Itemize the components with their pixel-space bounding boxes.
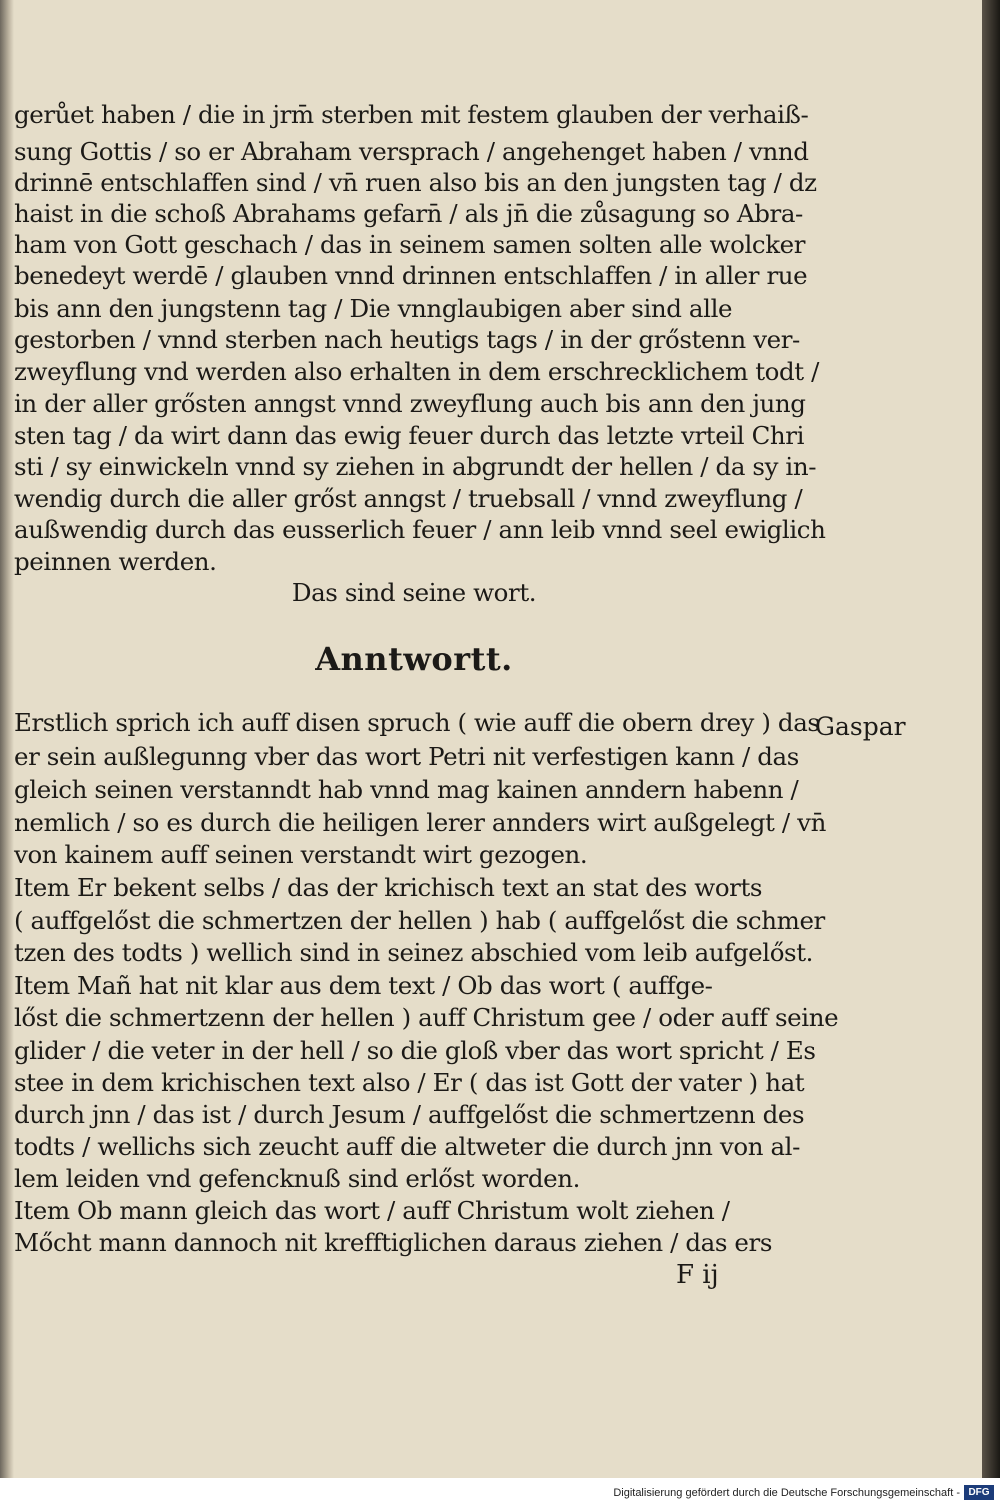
text-line: in der aller grősten anngst vnnd zweyflung auch bis ann den jung xyxy=(14,389,806,418)
text-line: Mőcht mann dannoch nit krefftiglichen daraus ziehen / das ers xyxy=(14,1228,772,1257)
footer-credit: Digitalisierung gefördert durch die Deutsche Forschungsgemeinschaft - xyxy=(613,1487,960,1499)
page-edge xyxy=(982,0,1000,1478)
text-line: sten tag / da wirt dann das ewig feuer durch das letzte vrteil Chri xyxy=(14,421,805,450)
text-line: haist in die schoß Abrahams gefarn̄ / als jn̄ die zůsagung so Abra- xyxy=(14,199,803,228)
footer-bar xyxy=(0,1478,1000,1508)
text-line: wendig durch die aller grőst anngst / truebsall / vnnd zweyflung / xyxy=(14,484,803,513)
closing-line: Das sind seine wort. xyxy=(291,578,537,607)
text-line: lőst die schmertzenn der hellen ) auff Christum gee / oder auff seine xyxy=(14,1003,839,1032)
text-line: er sein außlegunng vber das wort Petri nit verfestigen kann / das xyxy=(14,742,799,771)
text-line: gestorben / vnnd sterben nach heutigs tags / in der grőstenn ver- xyxy=(14,325,800,354)
text-line: todts / wellichs sich zeucht auff die altweter die durch jnn von al- xyxy=(14,1132,800,1161)
text-line: zweyflung vnd werden also erhalten in dem erschrecklichem todt / xyxy=(14,357,819,386)
text-line: glider / die veter in der hell / so die gloß vber das wort spricht / Es xyxy=(14,1036,816,1065)
text-line: durch jnn / das ist / durch Jesum / auffgelőst die schmertzenn des xyxy=(14,1100,805,1129)
text-line: lem leiden vnd gefencknuß sind erlőst worden. xyxy=(14,1164,581,1193)
text-line: drinnē entschlaffen sind / vn̄ ruen also bis an den jungsten tag / dz xyxy=(14,168,817,197)
text-line: sti / sy einwickeln vnnd sy ziehen in abgrundt der hellen / da sy in- xyxy=(14,452,817,481)
text-line: nemlich / so es durch die heiligen lerer annders wirt außgelegt / vn̄ xyxy=(14,808,826,837)
text-line: gleich seinen verstanndt hab vnnd mag kainen anndern habenn / xyxy=(14,775,799,804)
text-line: Item Mañ hat nit klar aus dem text / Ob das wort ( auffge- xyxy=(14,971,713,1000)
text-line: Item Er bekent selbs / das der krichisch text an stat des worts xyxy=(14,873,763,902)
text-line: Item Ob mann gleich das wort / auff Christum wolt ziehen / xyxy=(14,1196,730,1225)
marginal-note: Gaspar xyxy=(815,712,906,741)
text-line: außwendig durch das eusserlich feuer / ann leib vnnd seel ewiglich xyxy=(14,515,826,544)
text-line: ham von Gott geschach / das in seinem samen solten alle wolcker xyxy=(14,230,806,259)
dfg-logo: DFG xyxy=(964,1485,994,1500)
text-line: tzen des todts ) wellich sind in seinez abschied vom leib aufgelőst. xyxy=(14,938,814,967)
text-line: sung Gottis / so er Abraham versprach / angehenget haben / vnnd xyxy=(14,137,809,166)
signature-mark: F ij xyxy=(676,1260,719,1290)
text-line: Erstlich sprich ich auff disen spruch ( wie auff die obern drey ) das xyxy=(14,708,820,737)
section-heading: Anntwortt. xyxy=(315,640,513,678)
text-line: von kainem auff seinen verstandt wirt gezogen. xyxy=(14,840,588,869)
text-line: ( auffgelőst die schmertzen der hellen ) hab ( auffgelőst die schmer xyxy=(14,906,825,935)
text-line: peinnen werden. xyxy=(14,547,217,576)
page-gutter xyxy=(0,0,14,1478)
text-line: gerůet haben / die in jrm̄ sterben mit festem glauben der verhaiß- xyxy=(14,100,809,129)
text-line: benedeyt werdē / glauben vnnd drinnen entschlaffen / in aller rue xyxy=(14,261,808,290)
text-line: stee in dem krichischen text also / Er ( das ist Gott der vater ) hat xyxy=(14,1068,805,1097)
text-line: bis ann den jungstenn tag / Die vnnglaubigen aber sind alle xyxy=(14,294,733,323)
